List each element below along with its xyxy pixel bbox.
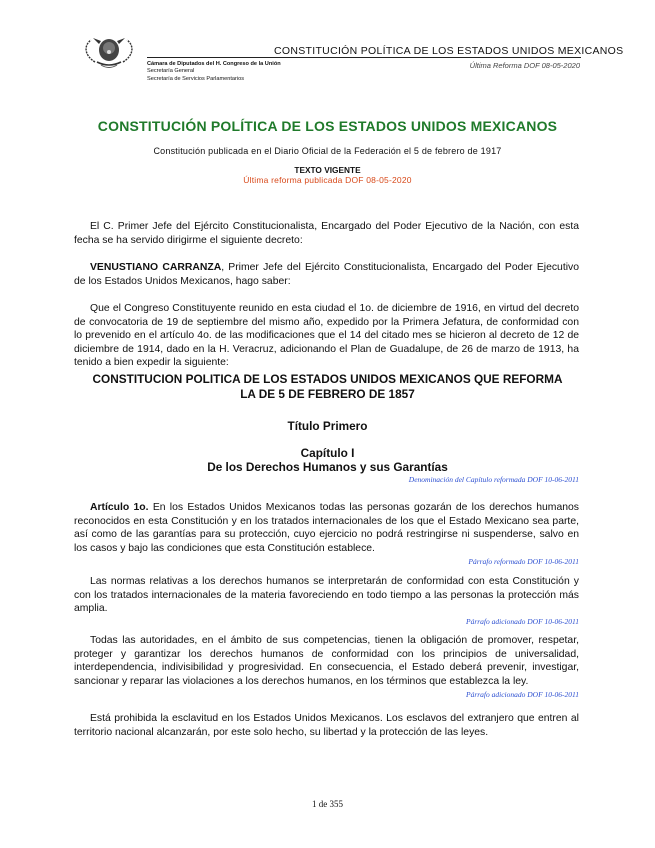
header-org-line2: Secretaría General <box>147 68 195 75</box>
paragraph-3-added-note: Párrafo adicionado DOF 10-06-2011 <box>466 690 579 699</box>
paragraph-2-added-note: Párrafo adicionado DOF 10-06-2011 <box>466 617 579 626</box>
paragraph-derechos-humanos: Las normas relativas a los derechos humanos se interpretarán de conformidad con esta Constitución y con los tratados internacionales de la materia favoreciendo en todo tiempo a las personas la protección más amplia. <box>74 576 579 615</box>
paragraph-congreso: Que el Congreso Constituyente reunido en esta ciudad el 1o. de diciembre de 1916, en virtud del decreto de convocatoria de 19 de septiembre del mismo año, expedido por la Primera Jefatura, de conformidad con lo prevenido en el artículo 4o. de las modificaciones que el 14 del citado mes se hicieron al decreto de 12 de diciembre de 1914, dado en la H. Veracruz, adicionando el Plan de Guadalupe, de 26 de marzo de 1913, ha tenido a bien expedir la siguiente: <box>74 303 579 369</box>
page-number: 1 de 355 <box>312 799 343 809</box>
header-org-line1: Cámara de Diputados del H. Congreso de la Unión <box>147 61 281 67</box>
coat-of-arms-seal-icon <box>77 32 141 72</box>
header-last-reform: Última Reforma DOF 08-05-2020 <box>469 61 580 70</box>
last-reform-notice: Última reforma publicada DOF 08-05-2020 <box>243 175 412 185</box>
article-1-reform-note: Párrafo reformado DOF 10-06-2011 <box>468 557 579 566</box>
carranza-text: , Primer Jefe del Ejército Constitucionalista, Encargado del Poder Ejecutivo de los Estados Unidos Mexicanos, hago saber: <box>74 262 579 287</box>
header-organization <box>147 61 281 83</box>
running-header-title: CONSTITUCIÓN POLÍTICA DE LOS ESTADOS UNIDOS MEXICANOS <box>274 45 624 57</box>
paragraph-autoridades: Todas las autoridades, en el ámbito de sus competencias, tienen la obligación de promover, respetar, proteger y garantizar los derechos humanos de conformidad con los principios de universalidad, interdependencia, indivisibilidad y progresividad. En consecuencia, el Estado deberá prevenir, investigar, sancionar y reparar las violaciones a los derechos humanos, en los términos que establezca la ley. <box>74 635 579 687</box>
article-1-label: Artículo 1o. <box>90 502 149 513</box>
article-1-text: En los Estados Unidos Mexicanos todas las personas gozarán de los derechos humanos reconocidos en esta Constitución y en los tratados internacionales de los que el Estado Mexicano sea parte, así como de las garantías para su protección, cuyo ejercicio no podrá restringirse ni suspenderse, salvo en los casos y bajo las condiciones que esta Constitución establece. <box>74 502 579 554</box>
title-primero-heading: Título Primero <box>287 419 368 433</box>
chapter-reform-note: Denominación del Capítulo reformada DOF 10-06-2011 <box>408 475 579 484</box>
constitution-heading: CONSTITUCION POLITICA DE LOS ESTADOS UNIDOS MEXICANOS QUE REFORMA LA DE 5 DE FEBRERO DE 1857 <box>92 372 563 401</box>
header-org-line3: Secretaría de Servicios Parlamentarios <box>147 75 245 82</box>
article-1-paragraph <box>74 501 579 555</box>
chapter-name-heading: De los Derechos Humanos y sus Garantías <box>207 460 448 474</box>
carranza-name: VENUSTIANO CARRANZA <box>90 262 222 273</box>
seal-graphic <box>77 32 141 72</box>
document-title: CONSTITUCIÓN POLÍTICA DE LOS ESTADOS UNIDOS MEXICANOS <box>97 118 558 134</box>
paragraph-intro: El C. Primer Jefe del Ejército Constitucionalista, Encargado del Poder Ejecutivo de la Nación, con esta fecha se ha servido dirigirme el siguiente decreto: <box>74 221 579 246</box>
paragraph-esclavitud: Está prohibida la esclavitud en los Estados Unidos Mexicanos. Los esclavos del extranjero que entren al territorio nacional alcanzarán, por este solo hecho, su libertad y la protección de las leyes. <box>74 713 579 738</box>
texto-vigente-label: TEXTO VIGENTE <box>294 165 361 175</box>
header-divider <box>147 57 581 58</box>
paragraph-carranza <box>74 261 579 288</box>
chapter-heading: Capítulo I <box>300 446 355 460</box>
document-subtitle: Constitución publicada en el Diario Oficial de la Federación el 5 de febrero de 1917 <box>153 146 502 156</box>
